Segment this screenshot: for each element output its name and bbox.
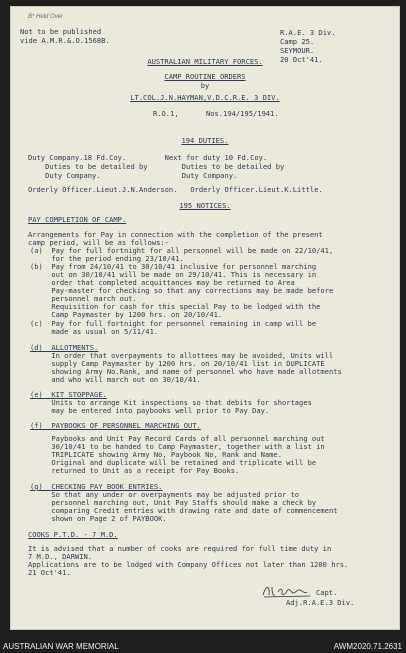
doc-title: AUSTRALIAN MILITARY FORCES. (147, 57, 263, 66)
archive-name: AUSTRALIAN WAR MEMORIAL (3, 642, 119, 651)
publication-note-1: Not to be published (20, 27, 102, 36)
para-a: for the period ending 23/10/41. (30, 254, 184, 263)
para-d: showing Army No.Rank, and name of personnel who have made allotments (30, 367, 342, 376)
handwritten-signature (260, 583, 316, 599)
para-f: Paybooks and Unit Pay Record Cards of all personnel marching out (30, 434, 325, 443)
pay-intro: Arrangements for Pay in connection with the completion of the present (28, 230, 323, 239)
document-page (10, 6, 400, 630)
para-g: personnel marching out, Unit Pay Staffs should make a check by (30, 498, 317, 507)
kit-stoppage-heading: (e) KIT STOPPAGE. (30, 390, 107, 399)
para-c: made as usual on 5/11/41. (30, 327, 159, 336)
para-f: Original and duplicate will be retained and triplicate will be (30, 458, 317, 467)
duties-line: Duties to be detailed by Duties to be detailed by (28, 162, 285, 171)
cooks-text: Applications are to be lodged with Company Offices not later than 1200 hrs. (28, 560, 349, 569)
cooks-text: It is advised that a number of cooks are required for full time duty in (28, 544, 332, 553)
held-over-stamp: B* Held Over (28, 14, 64, 20)
pay-heading: PAY COMPLETION OF CAMP. (28, 215, 127, 224)
para-b: order that completed acquittances may be returned to Area (30, 278, 295, 287)
cooks-text: 7 M.D., DARWIN. (28, 552, 93, 561)
commanding-officer: LT.COL.J.N.HAYMAN,V.D.C.R.E. 3 DIV. (130, 93, 280, 102)
notices-heading: 195 NOTICES. (179, 201, 231, 210)
para-d: supply Camp Paymaster by 1200 hrs. on 20/10/41 list in DUPLICATE (30, 359, 325, 368)
para-b: Pay-master for checking so that any corrections may be made before (30, 286, 334, 295)
para-f: returned to Unit as a receipt for Pay Books. (30, 466, 240, 475)
signatory-title: Adj.R.A.E.3 Div. (286, 598, 355, 607)
para-g: So that any under or overpayments may be adjusted prior to (30, 490, 300, 499)
duties-heading: 194 DUTIES. (181, 136, 229, 145)
para-b: personnel march out. (30, 294, 137, 303)
camp-line: Camp 25. (280, 37, 315, 46)
date-line: 20 Oct'41. (280, 55, 323, 64)
para-e: Units to arrange Kit inspections so that debits for shortages (30, 398, 312, 407)
location-line: SEYMOUR. (280, 46, 315, 55)
para-b: Camp Paymaster by 1200 hrs. on 20/10/41. (30, 310, 223, 319)
doc-by: by (200, 81, 210, 90)
para-g: comparing Credit entries with drawing rate and date of commencement (30, 506, 338, 515)
para-b: Requisition for cash for this special Pay to be lodged with the (30, 302, 321, 311)
signatory-rank: Capt. (316, 588, 338, 597)
duties-line: Duty Company. Duty Company. (28, 171, 238, 180)
checking-heading: (g) CHECKING PAY BOOK ENTRIES. (30, 482, 163, 491)
publication-note-2: vide A.M.R.&.O.1568B. (20, 36, 110, 45)
paybooks-heading: (f) PAYBOOKS OF PERSONNEL MARCHING OUT. (30, 421, 201, 430)
duties-line: Orderly Officer.Lieut.J.N.Anderson. Orderly Officer.Lieut.K.Little. (28, 185, 323, 194)
cooks-text: 21 Oct'41. (28, 568, 71, 577)
para-e: may be entered into paybooks well prior to Pay Day. (30, 406, 270, 415)
para-f: 30/10/41 to be handed to Camp Paymaster, together with a list in (30, 442, 325, 451)
para-f: TRIPLICATE showing Army No, Paybook No, Rank and Name. (30, 450, 282, 459)
archive-id: AWM2020.71.2631 (333, 642, 402, 651)
para-d: and who will march out on 30/10/41. (30, 375, 201, 384)
para-g: shown on Page 2 of PAYBOOK. (30, 514, 167, 523)
archive-footer (0, 630, 406, 653)
allotments-heading: (d) ALLOTMENTS. (30, 343, 99, 352)
order-numbers: Nos.194/195/1941. (206, 109, 279, 118)
ro-number: R.O.1, (153, 109, 179, 118)
unit-line: R.A.E. 3 Div. (280, 28, 336, 37)
para-c: (c) Pay for full fortnight for personnel remaining in camp will be (30, 319, 317, 328)
para-b: (b) Pay from 24/10/41 to 30/10/41 inclusive for personnel marching (30, 262, 317, 271)
duties-line: Duty Company.18 Fd.Coy. Next for duty 10 Fd.Coy. (28, 153, 268, 162)
para-b: out on 30/10/41 will be made on 29/10/41. This is necessary in (30, 270, 317, 279)
pay-intro: camp period, will be as follows:- (28, 238, 169, 247)
para-a: (a) Pay for full fortnight for all personnel will be made on 22/10/41, (30, 246, 334, 255)
cooks-heading: COOKS P.T.D. - 7 M.D. (28, 530, 118, 539)
para-d: In order that overpayments to allottees may be avoided, Units will (30, 351, 334, 360)
doc-subtitle: CAMP ROUTINE ORDERS (164, 72, 246, 81)
